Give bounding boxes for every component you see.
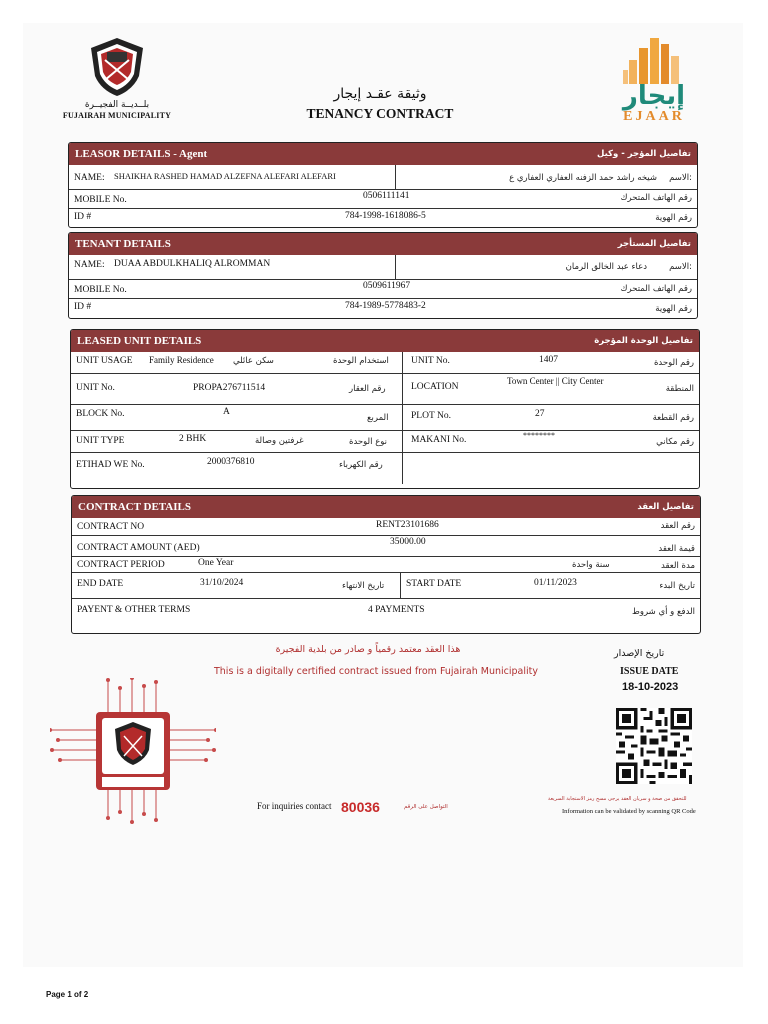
certification-text-en: This is a digitally certified contract issued from Fujairah Municipality [213, 666, 539, 677]
digital-seal-icon [50, 678, 216, 824]
unit-type-label: UNIT TYPE [76, 436, 125, 446]
tenant-id-row [69, 298, 697, 317]
makani-ar: رقم مكاني [656, 437, 694, 447]
unit-type-ar: نوع الوحدة [349, 437, 388, 447]
tenant-id-ar: رقم الهوية [655, 304, 692, 314]
makani-value: ******** [523, 431, 555, 440]
issue-date-label: ISSUE DATE [620, 666, 679, 677]
leasor-mobile-ar: رقم الهاتف المتحرك [620, 193, 692, 203]
unit-type-value-ar: غرفتين وصالة [255, 436, 304, 446]
leasor-title-en: LEASOR DETAILS - Agent [75, 148, 208, 160]
contract-dates-row [72, 572, 700, 598]
tenant-name-ar-value: دعاء عبد الخالق الرمان [565, 262, 647, 272]
certification-text-ar: هذا العقد معتمد رقمياً و صادر من بلدية الفجيرة [275, 644, 461, 655]
tenant-name-row [69, 255, 697, 279]
contract-amount-label: CONTRACT AMOUNT (AED) [77, 543, 200, 553]
tenant-title-en: TENANT DETAILS [75, 238, 171, 250]
plot-no-ar: رقم القطعة [652, 413, 694, 423]
title-en: TENANCY CONTRACT [306, 106, 454, 121]
leasor-name-row [69, 165, 697, 189]
leasor-details-section [68, 142, 698, 228]
tenant-title-ar: تفاصيل المستأجر [617, 239, 691, 249]
unit-title-ar: تفاصيل الوحدة المؤجرة [594, 336, 693, 346]
tenant-mobile-ar: رقم الهاتف المتحرك [620, 284, 692, 294]
unit-usage-value-ar: سكن عائلي [233, 356, 274, 366]
page-number: Page 1 of 2 [46, 990, 89, 999]
etihad-value: 2000376810 [207, 457, 255, 467]
unit-etihad-row [71, 452, 699, 484]
unit-no-ar: رقم الوحدة [653, 358, 694, 368]
block-no-label: BLOCK No. [76, 409, 125, 419]
tenant-id-label: ID # [74, 302, 92, 312]
tenant-name-ar-label: الاسم: [669, 262, 692, 272]
unit-type-row [71, 430, 699, 452]
tenant-id-value: 784-1989-5778483-2 [345, 301, 426, 311]
contract-header [72, 496, 700, 518]
unit-usage-label: UNIT USAGE [76, 356, 133, 366]
property-no-label: UNIT No. [76, 383, 115, 393]
leasor-title-ar: تفاصيل المؤجر - وكيل [596, 149, 691, 159]
contract-amount-value: 35000.00 [390, 537, 426, 547]
leasor-mobile-row [69, 189, 697, 208]
etihad-label: ETIHAD WE No. [76, 460, 145, 470]
inquiries-number[interactable]: 80036 [341, 799, 380, 815]
leasor-mobile-label: MOBILE No. [74, 195, 127, 205]
contract-period-value: One Year [198, 558, 234, 568]
verification-qr-code[interactable] [614, 708, 694, 784]
ejaar-logo [604, 34, 704, 125]
tenant-mobile-row [69, 279, 697, 298]
contract-amount-ar: قيمة العقد [658, 544, 695, 554]
ejaar-name-ar: إيجار [622, 81, 686, 111]
contract-amount-row [72, 535, 700, 556]
qr-note-en: Information can be validated by scanning QR Code [562, 808, 696, 815]
municipality-shield-icon [87, 36, 147, 98]
inquiries-label: For inquiries contact [257, 801, 332, 811]
city-skyline-icon [619, 34, 689, 84]
contract-no-label: CONTRACT NO [77, 522, 145, 532]
unit-no-value: 1407 [539, 355, 558, 365]
leasor-name-label: NAME: [74, 173, 105, 183]
tenant-name-label: NAME: [74, 260, 105, 270]
tenant-name-value: DUAA ABDULKHALIQ ALROMMAN [114, 259, 271, 269]
inquiries-label-ar: التواصل على الرقم [404, 804, 448, 810]
plot-no-label: PLOT No. [411, 411, 451, 421]
location-ar: المنطقة [665, 384, 694, 394]
document-title [290, 86, 470, 122]
unit-header [71, 330, 699, 352]
municipality-name-en: FUJAIRAH MUNICIPALITY [62, 111, 172, 120]
leasor-name-ar-label: الاسم: [669, 173, 692, 183]
unit-property-row [71, 373, 699, 404]
tenant-header [69, 233, 697, 255]
leasor-id-value: 784-1998-1618086-5 [345, 211, 426, 221]
end-date-label: END DATE [77, 579, 124, 589]
qr-note-ar: للتحقق من صحة و سريان العقد يرجى مسح رمز الاستجابة السريعة [548, 796, 687, 802]
tenant-mobile-label: MOBILE No. [74, 285, 127, 295]
end-date-value: 31/10/2024 [200, 578, 244, 588]
end-date-ar: تاريخ الانتهاء [342, 581, 385, 591]
contract-details-section [71, 495, 701, 634]
unit-no-label: UNIT No. [411, 356, 450, 366]
leasor-id-label: ID # [74, 212, 92, 222]
issue-date-value: 18-10-2023 [622, 681, 679, 693]
plot-no-value: 27 [535, 409, 545, 419]
tenant-mobile-value: 0509611967 [363, 281, 411, 291]
unit-usage-row [71, 352, 699, 373]
contract-no-row [72, 518, 700, 535]
etihad-ar: رقم الكهرباء [339, 460, 383, 470]
fujairah-municipality-logo [62, 36, 172, 120]
contract-title-en: CONTRACT DETAILS [78, 501, 191, 513]
leasor-header [69, 143, 697, 165]
start-date-label: START DATE [406, 579, 462, 589]
location-label: LOCATION [411, 382, 459, 392]
block-no-value: A [223, 407, 230, 417]
leasor-mobile-value: 0506111141 [363, 191, 410, 201]
municipality-name-ar: بلــديــة الفجيــرة [84, 100, 150, 110]
contract-no-value: RENT23101686 [376, 520, 439, 530]
start-date-value: 01/11/2023 [534, 578, 577, 588]
terms-label: PAYENT & OTHER TERMS [77, 605, 191, 615]
tenant-details-section [68, 232, 698, 319]
block-no-ar: المربع [367, 413, 389, 423]
contract-period-value-ar: سنة واحدة [572, 560, 610, 570]
unit-usage-value: Family Residence [149, 355, 214, 365]
ejaar-name-en: EJAAR [623, 109, 685, 124]
terms-ar: الدفع و أي شروط [631, 607, 695, 617]
unit-type-value: 2 BHK [179, 434, 207, 444]
unit-usage-ar: استخدام الوحدة [333, 356, 389, 366]
issue-date-label-ar: تاريخ الإصدار [614, 648, 665, 659]
leasor-id-row [69, 208, 697, 227]
contract-terms-row [72, 598, 700, 632]
leasor-name-ar-value: شيخه راشد حمد الزفنه العفاري العفاري ع [509, 173, 657, 183]
contract-title-ar: تفاصيل العقد [637, 502, 694, 512]
leasor-id-ar: رقم الهوية [655, 213, 692, 223]
location-value: Town Center || City Center [507, 376, 604, 386]
leasor-name-value: SHAIKHA RASHED HAMAD ALZEFNA ALEFARI ALEFARI [114, 171, 336, 181]
unit-block-row [71, 404, 699, 430]
property-no-ar: رقم العقار [349, 384, 386, 394]
start-date-ar: تاريخ البدء [659, 581, 695, 591]
makani-label: MAKANI No. [411, 435, 467, 445]
contract-period-row [72, 556, 700, 572]
contract-period-label: CONTRACT PERIOD [77, 560, 165, 570]
unit-title-en: LEASED UNIT DETAILS [77, 335, 202, 347]
terms-value: 4 PAYMENTS [368, 605, 425, 615]
title-ar: وثيقة عقـد إيجار [333, 86, 427, 102]
contract-period-ar: مدة العقد [661, 561, 695, 571]
leased-unit-section [70, 329, 700, 489]
property-no-value: PROPA276711514 [193, 383, 266, 393]
contract-no-ar: رقم العقد [660, 521, 695, 531]
